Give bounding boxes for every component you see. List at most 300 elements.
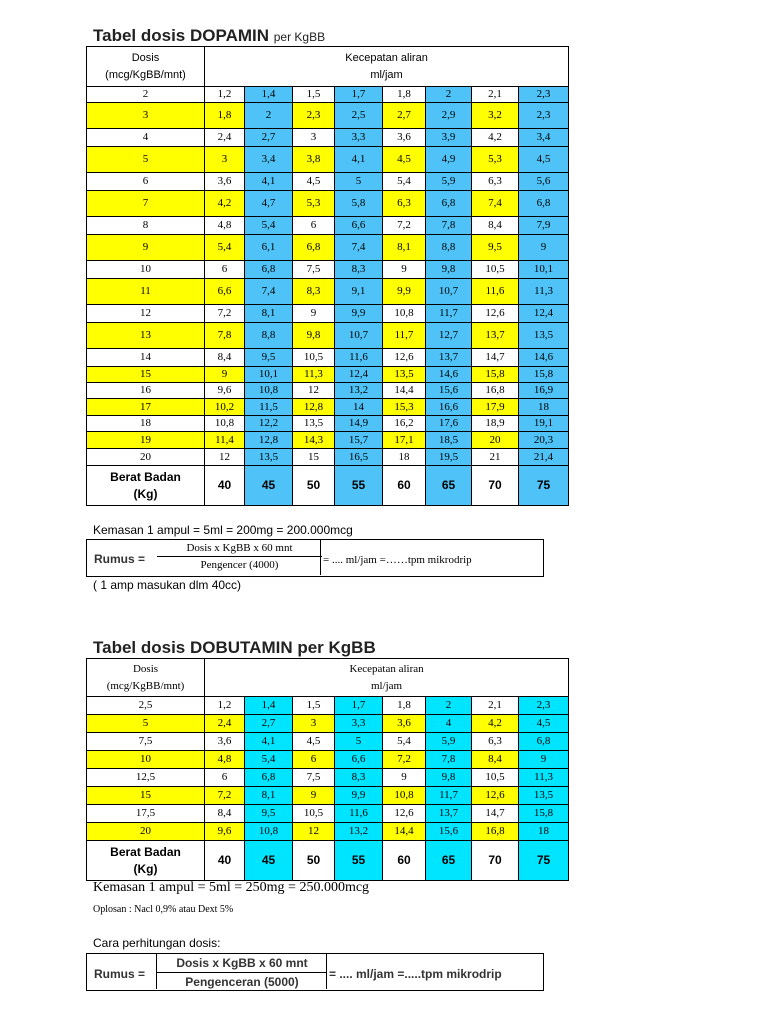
dopamin-rate-cell: 15,6 <box>426 383 472 399</box>
dobutamin-rate-cell: 3,6 <box>205 733 245 751</box>
dopamin-dose-cell: 9 <box>87 235 205 261</box>
dobutamin-rate-cell: 6 <box>205 769 245 787</box>
dopamin-rate-cell: 14,9 <box>335 416 383 432</box>
dobutamin-weight-cell: 50 <box>293 841 335 881</box>
dopamin-rate-cell: 9,5 <box>245 349 293 367</box>
dobutamin-rate-cell: 1,4 <box>245 697 293 715</box>
dopamin-row <box>87 87 569 103</box>
dopamin-rate-cell: 7,2 <box>383 217 426 235</box>
dopamin-rate-cell: 4,9 <box>426 147 472 173</box>
dobutamin-kemasan: Kemasan 1 ampul = 5ml = 250mg = 250.000mcg <box>93 880 370 895</box>
dobutamin-dose-cell: 7,5 <box>87 733 205 751</box>
dopamin-rate-cell: 6,6 <box>335 217 383 235</box>
dopamin-row <box>87 449 569 466</box>
dopamin-rate-cell: 3,4 <box>245 147 293 173</box>
dopamin-rate-cell: 2,3 <box>293 103 335 129</box>
dopamin-rate-cell: 12,6 <box>472 305 519 323</box>
dopamin-weight-cell: 60 <box>383 466 426 506</box>
dobutamin-rate-cell: 11,3 <box>519 769 569 787</box>
dobutamin-rate-cell: 4,1 <box>245 733 293 751</box>
dopamin-rate-cell: 18,5 <box>426 432 472 449</box>
dopamin-row <box>87 383 569 399</box>
dopamin-rate-cell: 3,9 <box>426 129 472 147</box>
dopamin-rate-cell: 13,2 <box>335 383 383 399</box>
dopamin-rate-cell: 1,8 <box>383 87 426 103</box>
dopamin-rate-cell: 21 <box>472 449 519 466</box>
dopamin-rate-cell: 13,5 <box>383 367 426 383</box>
dobutamin-rate-cell: 8,3 <box>335 769 383 787</box>
dobutamin-rate-cell: 12,6 <box>383 805 426 823</box>
dopamin-header-dose-label: Dosis <box>131 51 160 64</box>
dopamin-header-flow-unit: ml/jam <box>370 68 403 81</box>
dopamin-rate-cell: 2,3 <box>519 103 569 129</box>
dopamin-row <box>87 349 569 367</box>
dopamin-rate-cell: 3,4 <box>519 129 569 147</box>
dopamin-rate-cell: 4,5 <box>519 147 569 173</box>
dobutamin-rate-cell: 4,2 <box>472 715 519 733</box>
dopamin-rate-cell: 5,8 <box>335 191 383 217</box>
dopamin-rate-cell: 5,3 <box>472 147 519 173</box>
dopamin-rate-cell: 2 <box>245 103 293 129</box>
dobutamin-rate-cell: 16,8 <box>472 823 519 841</box>
dopamin-rate-cell: 5 <box>335 173 383 191</box>
dopamin-rate-cell: 11,3 <box>519 279 569 305</box>
dobutamin-rate-cell: 13,7 <box>426 805 472 823</box>
dobutamin-rate-cell: 7,2 <box>205 787 245 805</box>
dopamin-rate-cell: 11,7 <box>426 305 472 323</box>
dopamin-rate-cell: 20 <box>472 432 519 449</box>
dobutamin-rate-cell: 10,8 <box>245 823 293 841</box>
dopamin-rate-cell: 12,8 <box>245 432 293 449</box>
dopamin-rate-cell: 9 <box>383 261 426 279</box>
dopamin-rate-cell: 17,1 <box>383 432 426 449</box>
dobutamin-header-dose-label: Dosis <box>132 662 159 675</box>
dopamin-row <box>87 103 569 129</box>
dopamin-footer-label-unit: (Kg) <box>133 486 158 501</box>
dopamin-dose-cell: 4 <box>87 129 205 147</box>
dopamin-rate-cell: 14,7 <box>472 349 519 367</box>
dopamin-rate-cell: 1,8 <box>205 103 245 129</box>
dopamin-rate-cell: 10,8 <box>205 416 245 432</box>
dopamin-dose-cell: 5 <box>87 147 205 173</box>
dopamin-rate-cell: 9,9 <box>383 279 426 305</box>
dobutamin-weight-cell: 40 <box>205 841 245 881</box>
dobutamin-rate-cell: 9 <box>293 787 335 805</box>
dopamin-weight-cell: 70 <box>472 466 519 506</box>
dobutamin-header-flow-label: Kecepatan aliran <box>349 662 424 675</box>
dopamin-rate-cell: 7,5 <box>293 261 335 279</box>
dopamin-rate-cell: 6 <box>205 261 245 279</box>
dopamin-rate-cell: 7,9 <box>519 217 569 235</box>
dopamin-dose-cell: 14 <box>87 349 205 367</box>
dobutamin-header-flow-unit: ml/jam <box>370 679 403 692</box>
dopamin-rate-cell: 4,8 <box>205 217 245 235</box>
dopamin-dose-cell: 3 <box>87 103 205 129</box>
dobutamin-rate-cell: 12,6 <box>472 787 519 805</box>
dobutamin-rate-cell: 6,3 <box>472 733 519 751</box>
dopamin-title-suffix: per KgBB <box>273 30 326 44</box>
dopamin-rate-cell: 6,8 <box>519 191 569 217</box>
dopamin-row <box>87 399 569 416</box>
dopamin-rate-cell: 14 <box>335 399 383 416</box>
dobutamin-oplosan: Oplosan : Nacl 0,9% atau Dext 5% <box>93 904 234 915</box>
dobutamin-rate-cell: 7,8 <box>426 751 472 769</box>
dopamin-rate-cell: 8,4 <box>472 217 519 235</box>
dobutamin-footer-label-text: Berat Badan <box>110 844 181 859</box>
dobutamin-rate-cell: 5,9 <box>426 733 472 751</box>
dopamin-rate-cell: 2 <box>426 87 472 103</box>
dobutamin-rate-cell: 10,8 <box>383 787 426 805</box>
dobutamin-rate-cell: 15,6 <box>426 823 472 841</box>
dopamin-rate-cell: 6,1 <box>245 235 293 261</box>
dobutamin-title: Tabel dosis DOBUTAMIN per KgBB <box>93 638 376 657</box>
dopamin-rate-cell: 10,1 <box>519 261 569 279</box>
dobutamin-header-dose-unit: (mcg/KgBB/mnt) <box>106 679 185 692</box>
dopamin-rate-cell: 1,5 <box>293 87 335 103</box>
dopamin-rate-cell: 11,7 <box>383 323 426 349</box>
dopamin-rate-cell: 16,6 <box>426 399 472 416</box>
dopamin-header-dose-unit: (mcg/KgBB/mnt) <box>105 68 186 81</box>
dopamin-rate-cell: 12,7 <box>426 323 472 349</box>
dobutamin-rate-cell: 2,4 <box>205 715 245 733</box>
dobutamin-weight-cell: 55 <box>335 841 383 881</box>
dobutamin-rate-cell: 10,5 <box>472 769 519 787</box>
dopamin-rate-cell: 4,5 <box>293 173 335 191</box>
dopamin-rate-cell: 12,4 <box>335 367 383 383</box>
dopamin-rumus-fraction <box>157 542 322 571</box>
dopamin-rate-cell: 4,2 <box>472 129 519 147</box>
dobutamin-rate-cell: 4,5 <box>519 715 569 733</box>
dopamin-rate-cell: 6,8 <box>293 235 335 261</box>
dopamin-rate-cell: 2,7 <box>245 129 293 147</box>
dopamin-rate-cell: 9,5 <box>472 235 519 261</box>
dobutamin-rate-cell: 9,9 <box>335 787 383 805</box>
dopamin-rate-cell: 8,8 <box>245 323 293 349</box>
dopamin-dose-cell: 13 <box>87 323 205 349</box>
dopamin-footer-label <box>87 466 205 506</box>
dobutamin-rate-cell: 5,4 <box>383 733 426 751</box>
dopamin-dose-cell: 12 <box>87 305 205 323</box>
dopamin-rate-cell: 10,7 <box>335 323 383 349</box>
dopamin-rate-cell: 1,4 <box>245 87 293 103</box>
dopamin-rate-cell: 10,7 <box>426 279 472 305</box>
dopamin-rate-cell: 12,6 <box>383 349 426 367</box>
dopamin-kemasan: Kemasan 1 ampul = 5ml = 200mg = 200.000mcg <box>93 523 353 537</box>
dopamin-rate-cell: 18 <box>383 449 426 466</box>
dopamin-rate-cell: 3,6 <box>383 129 426 147</box>
dopamin-rate-cell: 13,7 <box>472 323 519 349</box>
dobutamin-cara: Cara perhitungan dosis: <box>93 936 221 950</box>
dobutamin-weight-cell: 75 <box>519 841 569 881</box>
dobutamin-rate-cell: 9 <box>383 769 426 787</box>
dopamin-rate-cell: 3 <box>293 129 335 147</box>
dopamin-rate-cell: 13,5 <box>245 449 293 466</box>
dobutamin-rate-cell: 3,6 <box>383 715 426 733</box>
dobutamin-row <box>87 787 569 805</box>
dopamin-rate-cell: 10,5 <box>293 349 335 367</box>
dobutamin-weight-cell: 60 <box>383 841 426 881</box>
dopamin-dose-cell: 20 <box>87 449 205 466</box>
dopamin-rate-cell: 15,7 <box>335 432 383 449</box>
dobutamin-rate-cell: 7,5 <box>293 769 335 787</box>
dopamin-rate-cell: 8,1 <box>245 305 293 323</box>
dopamin-rate-cell: 7,2 <box>205 305 245 323</box>
dopamin-rate-cell: 9 <box>205 367 245 383</box>
dopamin-rate-cell: 9 <box>519 235 569 261</box>
dopamin-rate-cell: 2,9 <box>426 103 472 129</box>
dobutamin-row <box>87 715 569 733</box>
dopamin-weight-cell: 50 <box>293 466 335 506</box>
dopamin-row <box>87 367 569 383</box>
dopamin-weight-cell: 65 <box>426 466 472 506</box>
dopamin-dose-cell: 19 <box>87 432 205 449</box>
dobutamin-rate-cell: 8,1 <box>245 787 293 805</box>
dopamin-rate-cell: 16,9 <box>519 383 569 399</box>
dopamin-rate-cell: 5,4 <box>205 235 245 261</box>
dopamin-rate-cell: 10,8 <box>245 383 293 399</box>
dopamin-title <box>93 26 325 46</box>
dopamin-rate-cell: 5,4 <box>383 173 426 191</box>
dobutamin-rate-cell: 3 <box>293 715 335 733</box>
dobutamin-header-flow <box>205 659 569 697</box>
dobutamin-rate-cell: 2,3 <box>519 697 569 715</box>
dobutamin-footer-label <box>87 841 205 881</box>
dopamin-rate-cell: 12 <box>293 383 335 399</box>
dopamin-rate-cell: 9,8 <box>293 323 335 349</box>
dopamin-dose-cell: 10 <box>87 261 205 279</box>
dopamin-row <box>87 305 569 323</box>
dobutamin-rate-cell: 9,6 <box>205 823 245 841</box>
dobutamin-table <box>86 658 569 881</box>
dobutamin-rate-cell: 1,2 <box>205 697 245 715</box>
dopamin-header-row <box>87 47 569 87</box>
dopamin-rate-cell: 9,8 <box>426 261 472 279</box>
dopamin-dose-cell: 17 <box>87 399 205 416</box>
dopamin-rate-cell: 5,9 <box>426 173 472 191</box>
dobutamin-weight-cell: 45 <box>245 841 293 881</box>
dopamin-dose-cell: 11 <box>87 279 205 305</box>
dopamin-row <box>87 279 569 305</box>
dopamin-rate-cell: 8,3 <box>293 279 335 305</box>
dopamin-rate-cell: 4,7 <box>245 191 293 217</box>
dopamin-rate-cell: 2,7 <box>383 103 426 129</box>
dobutamin-header-row <box>87 659 569 697</box>
dopamin-rate-cell: 5,4 <box>245 217 293 235</box>
dobutamin-row <box>87 697 569 715</box>
dobutamin-rate-cell: 7,2 <box>383 751 426 769</box>
dopamin-rate-cell: 3,3 <box>335 129 383 147</box>
dopamin-rate-cell: 13,5 <box>293 416 335 432</box>
dopamin-header-dose <box>87 47 205 87</box>
dopamin-rate-cell: 2,3 <box>519 87 569 103</box>
dopamin-dose-cell: 15 <box>87 367 205 383</box>
dopamin-rate-cell: 15,8 <box>519 367 569 383</box>
dopamin-rate-cell: 18 <box>519 399 569 416</box>
dopamin-rate-cell: 5,3 <box>293 191 335 217</box>
dobutamin-dose-cell: 2,5 <box>87 697 205 715</box>
dobutamin-rate-cell: 3,3 <box>335 715 383 733</box>
dobutamin-rate-cell: 11,6 <box>335 805 383 823</box>
dopamin-rate-cell: 6 <box>293 217 335 235</box>
dopamin-weight-cell: 45 <box>245 466 293 506</box>
dopamin-rate-cell: 10,8 <box>383 305 426 323</box>
dopamin-dose-cell: 18 <box>87 416 205 432</box>
dopamin-rate-cell: 6,3 <box>383 191 426 217</box>
dopamin-rate-cell: 14,6 <box>426 367 472 383</box>
dopamin-row <box>87 261 569 279</box>
dobutamin-dose-cell: 10 <box>87 751 205 769</box>
dopamin-rate-cell: 3,8 <box>293 147 335 173</box>
dopamin-rate-cell: 8,3 <box>335 261 383 279</box>
dopamin-weight-cell: 75 <box>519 466 569 506</box>
dobutamin-row <box>87 823 569 841</box>
dobutamin-rate-cell: 15,8 <box>519 805 569 823</box>
dobutamin-rate-cell: 2 <box>426 697 472 715</box>
dopamin-rate-cell: 8,1 <box>383 235 426 261</box>
dopamin-rumus-result: = .... ml/jam =……tpm mikrodrip <box>323 554 472 566</box>
dopamin-rate-cell: 18,9 <box>472 416 519 432</box>
dobutamin-dose-cell: 5 <box>87 715 205 733</box>
dobutamin-rumus-label: Rumus = <box>94 967 146 981</box>
dopamin-rate-cell: 16,8 <box>472 383 519 399</box>
dopamin-row <box>87 147 569 173</box>
dobutamin-rate-cell: 6,8 <box>245 769 293 787</box>
dopamin-rate-cell: 1,7 <box>335 87 383 103</box>
dopamin-rate-cell: 6,8 <box>426 191 472 217</box>
dopamin-rate-cell: 19,1 <box>519 416 569 432</box>
dobutamin-rate-cell: 13,5 <box>519 787 569 805</box>
dopamin-rate-cell: 6,8 <box>245 261 293 279</box>
dopamin-row <box>87 173 569 191</box>
dopamin-rate-cell: 6,3 <box>472 173 519 191</box>
dopamin-rumus-label: Rumus = <box>94 552 146 566</box>
dopamin-rate-cell: 12,4 <box>519 305 569 323</box>
dopamin-dose-cell: 8 <box>87 217 205 235</box>
dobutamin-rumus-divider <box>326 953 327 989</box>
dopamin-header-flow <box>205 47 569 87</box>
dobutamin-rate-cell: 8,4 <box>472 751 519 769</box>
dopamin-dose-cell: 2 <box>87 87 205 103</box>
dobutamin-footer-label-unit: (Kg) <box>133 861 158 876</box>
dopamin-rate-cell: 10,5 <box>472 261 519 279</box>
dobutamin-rate-cell: 6,8 <box>519 733 569 751</box>
dobutamin-row <box>87 751 569 769</box>
dopamin-rumus-divider <box>320 539 321 575</box>
dobutamin-rate-cell: 1,5 <box>293 697 335 715</box>
dobutamin-rate-cell: 9,5 <box>245 805 293 823</box>
dobutamin-dose-cell: 20 <box>87 823 205 841</box>
dopamin-rate-cell: 12,8 <box>293 399 335 416</box>
dobutamin-rumus-denominator: Pengenceran (5000) <box>185 975 299 989</box>
dobutamin-row <box>87 769 569 787</box>
dopamin-rate-cell: 12 <box>205 449 245 466</box>
dopamin-rate-cell: 21,4 <box>519 449 569 466</box>
dobutamin-rate-cell: 9,8 <box>426 769 472 787</box>
dopamin-rate-cell: 16,2 <box>383 416 426 432</box>
dopamin-rate-cell: 19,5 <box>426 449 472 466</box>
dopamin-row <box>87 217 569 235</box>
dopamin-rate-cell: 4,1 <box>245 173 293 191</box>
dopamin-row <box>87 235 569 261</box>
dopamin-rate-cell: 8,8 <box>426 235 472 261</box>
dopamin-rate-cell: 11,4 <box>205 432 245 449</box>
dopamin-table <box>86 46 569 506</box>
dopamin-rate-cell: 4,1 <box>335 147 383 173</box>
dobutamin-rate-cell: 11,7 <box>426 787 472 805</box>
dobutamin-rate-cell: 2,7 <box>245 715 293 733</box>
dobutamin-rate-cell: 9 <box>519 751 569 769</box>
dobutamin-rate-cell: 4 <box>426 715 472 733</box>
dobutamin-rate-cell: 6,6 <box>335 751 383 769</box>
dopamin-rumus-denominator: Pengencer (4000) <box>200 559 279 571</box>
dobutamin-dose-cell: 12,5 <box>87 769 205 787</box>
dopamin-rate-cell: 17,6 <box>426 416 472 432</box>
dopamin-title-text: Tabel dosis DOPAMIN <box>93 26 270 45</box>
dobutamin-rate-cell: 5 <box>335 733 383 751</box>
dopamin-rate-cell: 3 <box>205 147 245 173</box>
dopamin-rate-cell: 9 <box>293 305 335 323</box>
dopamin-rate-cell: 6,6 <box>205 279 245 305</box>
dopamin-rate-cell: 14,4 <box>383 383 426 399</box>
dopamin-rumus-numerator: Dosis x KgBB x 60 mnt <box>157 542 322 557</box>
dopamin-rate-cell: 11,6 <box>335 349 383 367</box>
dopamin-rate-cell: 7,8 <box>426 217 472 235</box>
dopamin-rate-cell: 15,8 <box>472 367 519 383</box>
dopamin-rate-cell: 3,2 <box>472 103 519 129</box>
dobutamin-rate-cell: 18 <box>519 823 569 841</box>
dopamin-header-flow-label: Kecepatan aliran <box>345 51 428 64</box>
dobutamin-rumus-left-divider <box>156 953 157 989</box>
dopamin-rate-cell: 11,3 <box>293 367 335 383</box>
dopamin-row <box>87 432 569 449</box>
dopamin-weight-cell: 55 <box>335 466 383 506</box>
dopamin-rate-cell: 13,5 <box>519 323 569 349</box>
dopamin-rate-cell: 2,5 <box>335 103 383 129</box>
dobutamin-rate-cell: 14,4 <box>383 823 426 841</box>
dobutamin-weight-cell: 65 <box>426 841 472 881</box>
dobutamin-footer-row <box>87 841 569 881</box>
dopamin-footer-label-text: Berat Badan <box>110 469 181 484</box>
dobutamin-rate-cell: 8,4 <box>205 805 245 823</box>
dopamin-rate-cell: 11,5 <box>245 399 293 416</box>
dobutamin-rate-cell: 6 <box>293 751 335 769</box>
dobutamin-rate-cell: 1,7 <box>335 697 383 715</box>
dopamin-rate-cell: 5,6 <box>519 173 569 191</box>
dopamin-rate-cell: 14,6 <box>519 349 569 367</box>
dopamin-rate-cell: 17,9 <box>472 399 519 416</box>
dobutamin-weight-cell: 70 <box>472 841 519 881</box>
dopamin-rumus-box <box>86 539 544 577</box>
dopamin-row <box>87 191 569 217</box>
dobutamin-rate-cell: 4,8 <box>205 751 245 769</box>
dopamin-rate-cell: 20,3 <box>519 432 569 449</box>
dopamin-rate-cell: 13,7 <box>426 349 472 367</box>
dobutamin-rate-cell: 13,2 <box>335 823 383 841</box>
dopamin-rate-cell: 4,5 <box>383 147 426 173</box>
dopamin-dose-cell: 6 <box>87 173 205 191</box>
dopamin-rate-cell: 8,4 <box>205 349 245 367</box>
dopamin-rate-cell: 1,2 <box>205 87 245 103</box>
dopamin-footer-row <box>87 466 569 506</box>
dopamin-rate-cell: 2,1 <box>472 87 519 103</box>
dopamin-rate-cell: 3,6 <box>205 173 245 191</box>
dopamin-rate-cell: 4,2 <box>205 191 245 217</box>
dopamin-rate-cell: 11,6 <box>472 279 519 305</box>
dopamin-rate-cell: 12,2 <box>245 416 293 432</box>
dopamin-row <box>87 323 569 349</box>
dopamin-rate-cell: 14,3 <box>293 432 335 449</box>
dobutamin-rumus-numerator: Dosis x KgBB x 60 mnt <box>157 956 327 973</box>
